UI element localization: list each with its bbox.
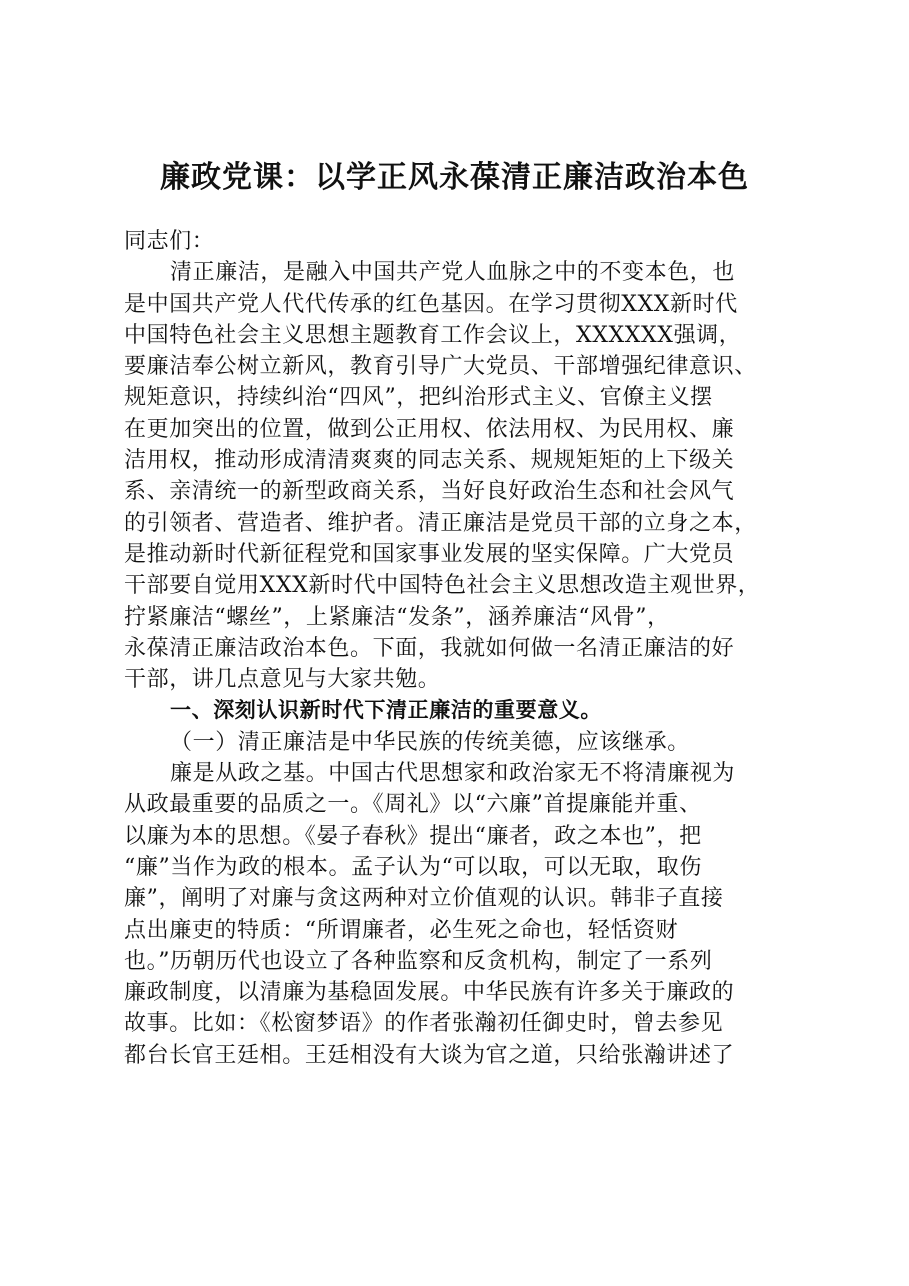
- paragraph-line: 中国特色社会主义思想主题教育工作会议上，XXXXXX强调，: [124, 322, 742, 348]
- paragraph-line: 廉政制度，以清廉为基稳固发展。中华民族有许多关于廉政的: [124, 980, 735, 1006]
- paragraph-line: 点出廉吏的特质：“所谓廉者，必生死之命也，轻恬资财: [124, 917, 679, 943]
- paragraph-line: 清正廉洁，是融入中国共产党人血脉之中的不变本色，也: [170, 260, 736, 286]
- paragraph-line: 系、亲清统一的新型政商关系，当好良好政治生态和社会风气: [124, 479, 735, 505]
- paragraph-line: 也。”历朝历代也设立了各种监察和反贪机构，制定了一系列: [124, 948, 713, 974]
- paragraph-line: 要廉洁奉公树立新风，教育引导广大党员、干部增强纪律意识、: [124, 354, 757, 380]
- paragraph-line: 是推动新时代新征程党和国家事业发展的坚实保障。广大党员: [124, 541, 735, 567]
- paragraph-line: 干部要自觉用XXX新时代中国特色社会主义思想改造主观世界，: [124, 573, 761, 599]
- paragraph-line: 永葆清正廉洁政治本色。下面，我就如何做一名清正廉洁的好: [124, 635, 735, 661]
- document-body: [124, 226, 794, 1071]
- paragraph-line: 都台长官王廷相。王廷相没有大谈为官之道，只给张瀚讲述了: [124, 1042, 735, 1068]
- paragraph-line: 廉是从政之基。中国古代思想家和政治家无不将清廉视为: [170, 761, 736, 787]
- paragraph-line: 从政最重要的品质之一。《周礼》以“六廉”首提廉能并重、: [124, 792, 702, 818]
- paragraph-line: 廉”，阐明了对廉与贪这两种对立价值观的认识。韩非子直接: [124, 886, 724, 912]
- subsection-heading: （一）清正廉洁是中华民族的传统美德，应该继承。: [170, 729, 690, 755]
- paragraph-line: 的引领者、营造者、维护者。清正廉洁是党员干部的立身之本，: [124, 510, 757, 536]
- paragraph-line: “廉”当作为政的根本。孟子认为“可以取，可以无取，取伤: [124, 854, 702, 880]
- paragraph-line: 规矩意识，持续纠治“四风”，把纠治形式主义、官僚主义摆: [124, 385, 713, 411]
- paragraph-line: 在更加突出的位置，做到公正用权、依法用权、为民用权、廉: [124, 416, 735, 442]
- paragraph-line: 以廉为本的思想。《晏子春秋》提出“廉者，政之本也”，把: [124, 823, 702, 849]
- document-title: 廉政党课：以学正风永葆清正廉洁政治本色: [160, 160, 749, 195]
- section-heading: 一、深刻认识新时代下清正廉洁的重要意义。: [170, 698, 602, 723]
- salutation: 同志们：: [124, 229, 215, 254]
- paragraph-line: 故事。比如：《松窗梦语》的作者张瀚初任御史时，曾去参见: [124, 1011, 724, 1037]
- paragraph-line: 干部，讲几点意见与大家共勉。: [124, 667, 441, 693]
- paragraph-line: 洁用权，推动形成清清爽爽的同志关系、规规矩矩的上下级关: [124, 448, 735, 474]
- paragraph-line: 是中国共产党人代代传承的红色基因。在学习贯彻XXX新时代: [124, 291, 738, 317]
- paragraph-line: 拧紧廉洁“螺丝”，上紧廉洁“发条”，涵养廉洁“风骨”，: [124, 604, 670, 630]
